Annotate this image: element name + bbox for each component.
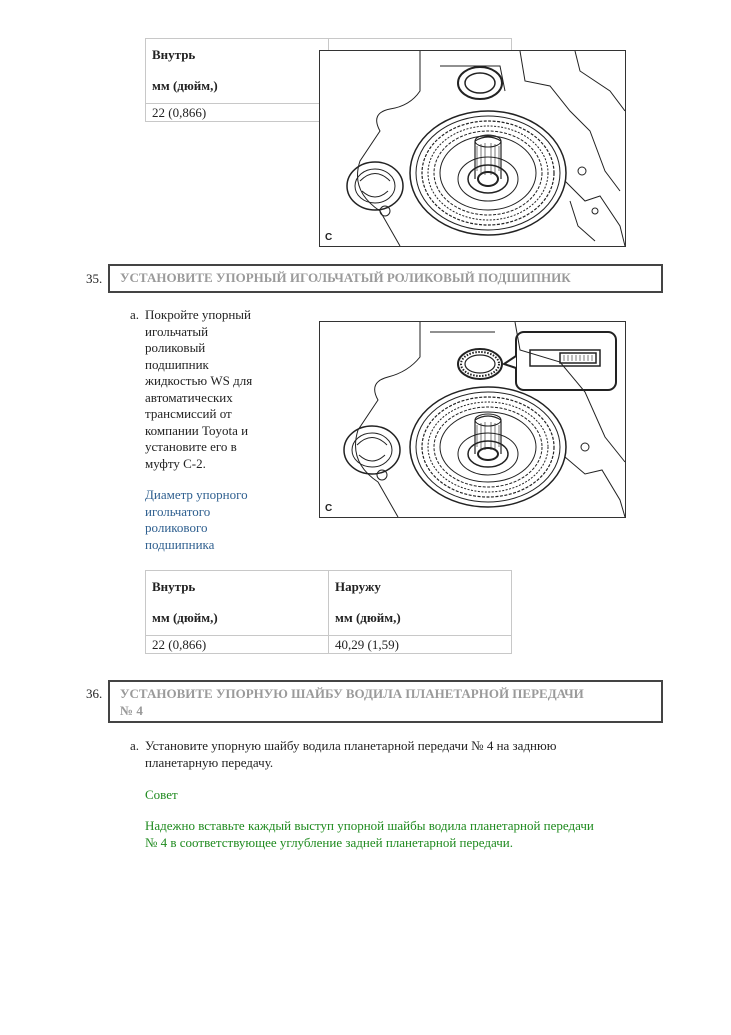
table2-col2-head-line1: Наружу	[335, 579, 381, 594]
step36-title-line1: УСТАНОВИТЕ УПОРНУЮ ШАЙБУ ВОДИЛА ПЛАНЕТАРНОЙ ПЕРЕДАЧИ	[120, 686, 584, 701]
step36-title-box	[108, 680, 663, 723]
step36-hint-line1: Надежно вставьте каждый выступ упорной шайбы водила планетарной передачи	[145, 818, 594, 833]
table2-col1-header	[146, 571, 329, 636]
table1-col1-header	[146, 39, 329, 104]
table2-col1-value: 22 (0,866)	[146, 636, 329, 654]
step35-item-a-line: муфту С-2.	[145, 455, 206, 471]
figure2-letter: C	[325, 503, 333, 514]
step36-item-a-line1: Установите упорную шайбу водила планетарной передачи № 4 на заднюю	[145, 738, 557, 753]
step35-item-a-line: роликовый	[145, 340, 206, 355]
step35-note-line: игольчатого	[145, 503, 211, 519]
step36-hint-line2: № 4 в соответствующее углубление задней планетарной передачи.	[145, 834, 513, 850]
clutch-drum-illustration	[320, 51, 625, 246]
step35-number: 35.	[86, 271, 103, 286]
step35-item-a-line: жидкостью WS для	[145, 373, 253, 388]
step36-item-a-text	[145, 738, 675, 771]
table2-col1-head-line2: мм (дюйм,)	[152, 610, 218, 625]
step35-item-a-text	[145, 307, 315, 472]
table1-col1-value: 22 (0,866)	[146, 104, 329, 122]
bearing-illustration	[320, 322, 625, 517]
step35-note-line: роликового	[145, 520, 208, 535]
step36-number: 36.	[86, 686, 103, 701]
table2-col2-header	[329, 571, 512, 636]
step35-item-a-line: игольчатый	[145, 323, 209, 339]
step35-item-a-line: установите его в	[145, 439, 237, 454]
table1-col1-head-line2: мм (дюйм,)	[152, 78, 218, 93]
step35-note-line: подшипника	[145, 536, 215, 552]
step35-note-line: Диаметр упорного	[145, 487, 248, 502]
step35-title: УСТАНОВИТЕ УПОРНЫЙ ИГОЛЬЧАТЫЙ РОЛИКОВЫЙ ПОДШИПНИК	[120, 270, 571, 285]
table2-col1-head-line1: Внутрь	[152, 579, 196, 594]
step36-hint-label: Совет	[145, 787, 178, 802]
step36-title-line2: № 4	[120, 703, 143, 718]
step35-note	[145, 487, 315, 553]
table2-col2-value: 40,29 (1,59)	[329, 636, 512, 654]
step35-title-box	[108, 264, 663, 293]
table2-col2-head-line2: мм (дюйм,)	[335, 610, 401, 625]
step36-hint-text	[145, 818, 685, 851]
figure1-letter: C	[325, 232, 333, 243]
step35-item-a-marker: a.	[130, 307, 140, 322]
step35-item-a-line: Покройте упорный	[145, 307, 251, 322]
step35-item-a-line: трансмиссий от	[145, 406, 232, 421]
figure-thrust-bearing	[319, 321, 626, 518]
step35-item-a-line: компании Toyota и	[145, 422, 249, 438]
spec-table-2	[145, 570, 512, 654]
figure-clutch-assembly-1	[319, 50, 626, 247]
step35-item-a-line: подшипник	[145, 356, 209, 372]
step36-item-a-line2: планетарную передачу.	[145, 754, 274, 770]
step36-item-a-marker: a.	[130, 738, 140, 753]
step35-item-a-line: автоматических	[145, 389, 233, 405]
table1-col1-head-line1: Внутрь	[152, 47, 196, 62]
